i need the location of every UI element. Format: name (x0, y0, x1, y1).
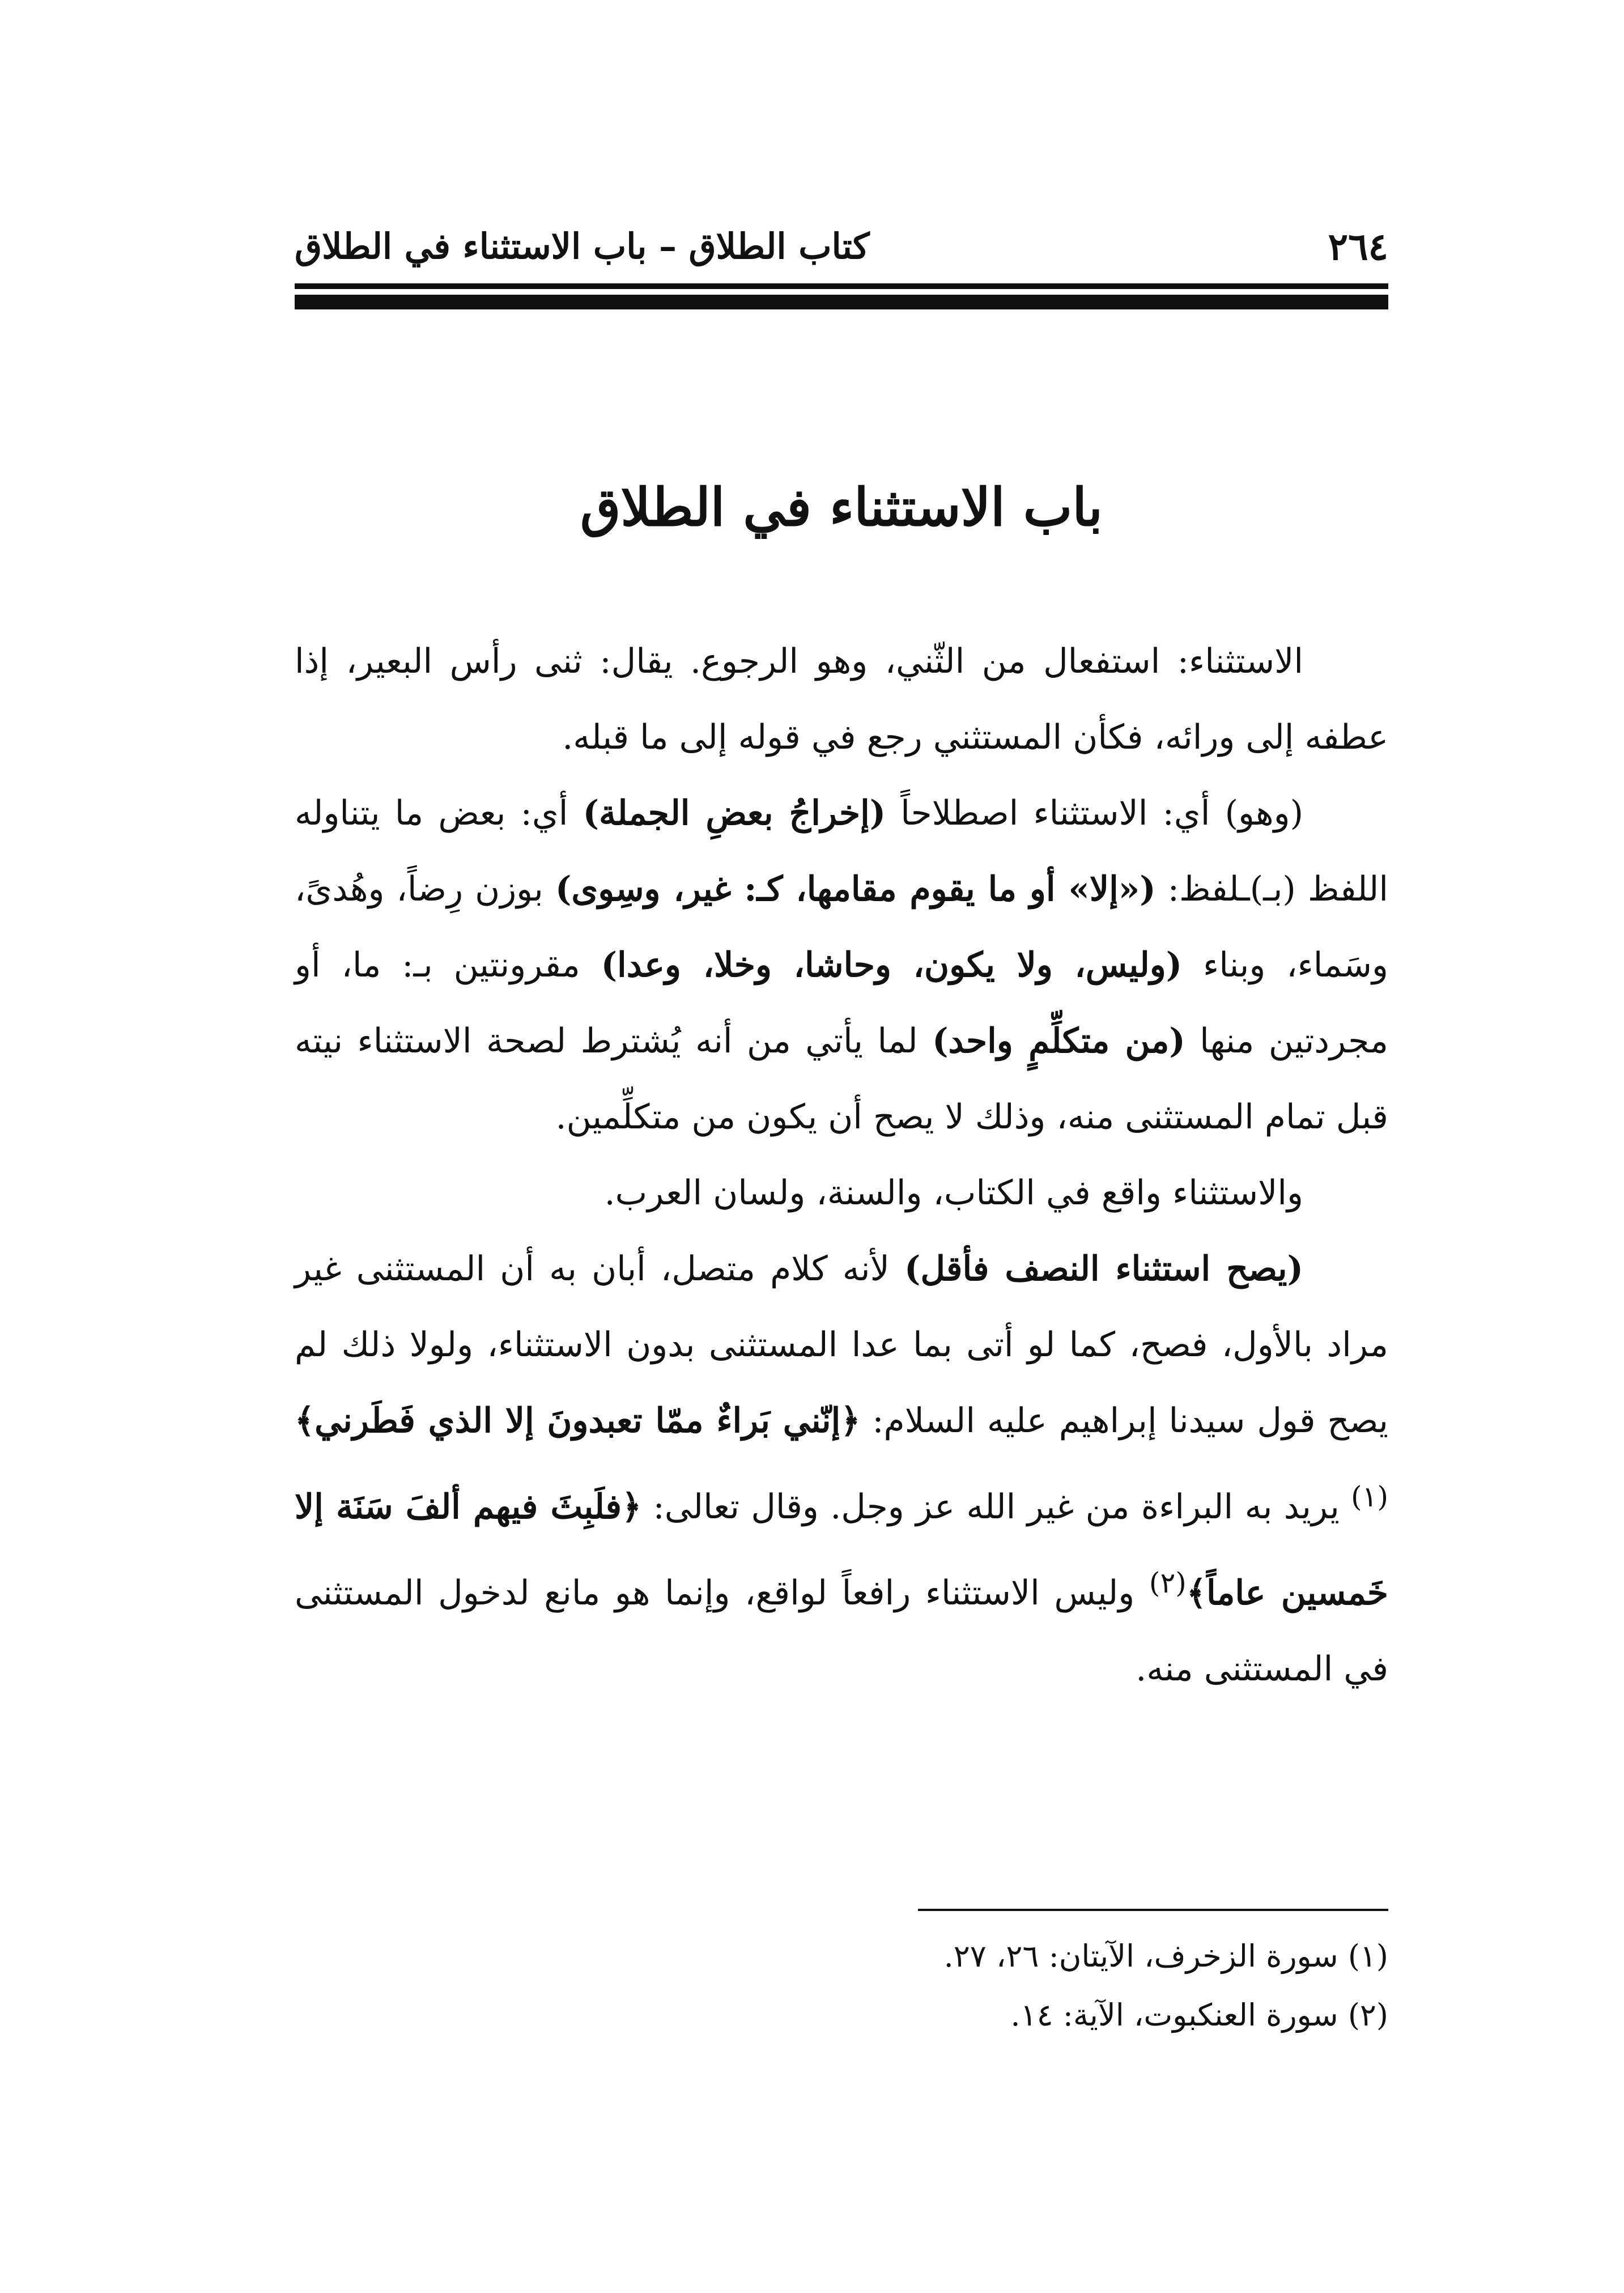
running-header (295, 218, 1388, 281)
footnotes (567, 1927, 1388, 2045)
header-rule-thin (295, 283, 1388, 289)
quran-verse: ﴿إنّني بَراءٌ ممّا تعبدونَ إلا الذي فَطَرني﴾ (295, 1401, 861, 1441)
running-header-title: كتاب الطلاق – باب الاستثناء في الطلاق (295, 226, 870, 267)
footnote-rule (918, 1909, 1388, 1911)
text-run: أي: بعض ما يتناوله اللفظ (بـ)ـلفظ: (295, 793, 1388, 909)
chapter-heading: باب الاستثناء في الطلاق (580, 477, 1103, 538)
text-run: يريد به البراءة من غير الله عز وجل. وقال تعالى: (641, 1487, 1351, 1527)
matn-text: (وليس، ولا يكون، وحاشا، وخلا، وعدا) (601, 945, 1183, 985)
paragraph-definition-linguistic: الاستثناء: استفعال من الثّني، وهو الرجوع. يقال: ثنى رأس البعير، إذا عطفه إلى ورائه، فكأن المستثني رجع في قوله إلى ما قبله. (295, 642, 1388, 757)
text-run: بوزن رِضاً، وهُدىً، وسَماء، وبناء (295, 869, 1389, 985)
text-run: لأنه كلام متصل، أبان به أن المستثنى غير مراد بالأول، فصح، كما لو أتى بما عدا المستثنى بدون الاستثناء، ولولا ذلك لم يصح قول سيدنا إبراهيم عليه السلام: (295, 1249, 1389, 1441)
paragraph-occurrence: والاستثناء واقع في الكتاب، والسنة، ولسان العرب. (604, 1173, 1303, 1213)
page-number: ٢٦٤ (1328, 224, 1388, 269)
header-rule-thick (295, 295, 1388, 309)
footnote-ref: (١) (1351, 1480, 1388, 1513)
text-run: وليس الاستثناء رافعاً لواقع، وإنما هو مانع لدخول المستثنى في المستثنى منه. (295, 1573, 1388, 1689)
paragraph-half-exception (295, 1231, 1388, 1707)
text-run: (وهو) أي: الاستثناء اصطلاحاً (886, 793, 1304, 833)
matn-text: («إلا» أو ما يقوم مقامها، كـ: غير، وسِوى) (555, 869, 1156, 909)
body-text (295, 623, 1388, 1707)
paragraph-definition-technical (295, 775, 1388, 1155)
matn-text: (إخراجُ بعضِ الجملة) (583, 793, 886, 833)
matn-text: (يصح استثناء النصف فأقل) (904, 1249, 1303, 1289)
footnote-2: (٢) سورة العنكبوت، الآية: ١٤. (1010, 1997, 1388, 2033)
text-run: لما يأتي من أنه يُشترط لصحة الاستثناء نيته قبل تمام المستثنى منه، وذلك لا يصح أن يكون من متكلِّمين. (295, 1021, 1388, 1137)
text-run: مقرونتين بـ: ما، أو مجردتين منها (295, 945, 1388, 1061)
quran-verse: ﴿فلَبِثَ فيهم ألفَ سَنَة إلا خَمسين عاماً﴾ (295, 1487, 1388, 1613)
matn-text: (من متكلِّمٍ واحد) (932, 1021, 1185, 1061)
footnote-1: (١) سورة الزخرف، الآيتان: ٢٦، ٢٧. (943, 1938, 1388, 1974)
footnote-ref: (٢) (1149, 1566, 1187, 1599)
